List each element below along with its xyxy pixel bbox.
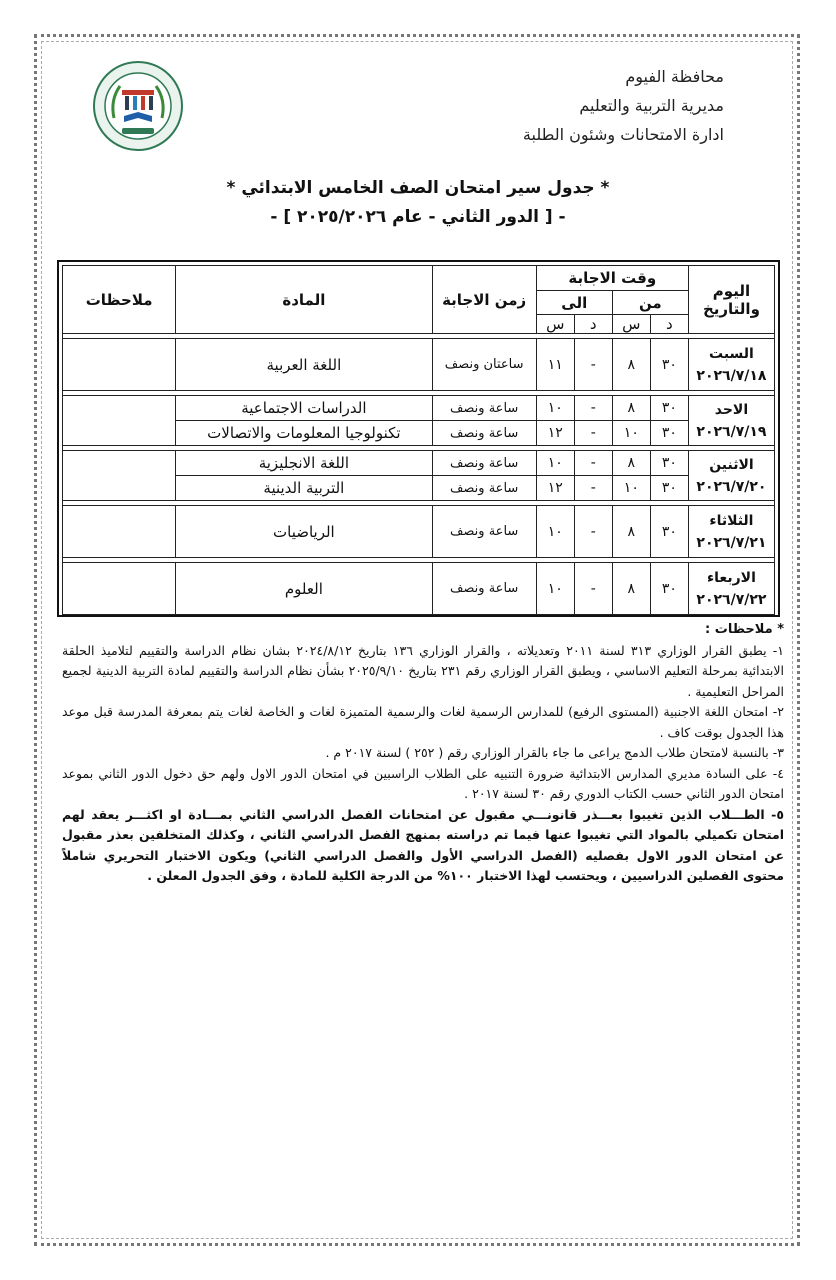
- to-hour: ١٢: [536, 421, 574, 446]
- header-answer-time: وقت الاجابة: [536, 266, 688, 291]
- from-hour: ٨: [612, 396, 650, 421]
- notes-heading: * ملاحظات :: [705, 622, 784, 637]
- from-hour: ١٠: [612, 421, 650, 446]
- duration: ساعة ونصف: [432, 563, 536, 615]
- day-date-cell: [688, 396, 774, 446]
- notes-cell: [63, 506, 176, 558]
- duration: ساعة ونصف: [432, 421, 536, 446]
- exam-date: ٢٠٢٦/٧/١٨: [696, 367, 767, 384]
- subject: تكنولوجيا المعلومات والاتصالات: [176, 421, 432, 446]
- notes-section: [62, 620, 784, 887]
- subject: اللغة العربية: [176, 339, 432, 391]
- day-name: الاربعاء: [707, 569, 756, 586]
- exam-date: ٢٠٢٦/٧/٢١: [696, 534, 767, 551]
- subject: الرياضيات: [176, 506, 432, 558]
- duration: ساعة ونصف: [432, 396, 536, 421]
- from-hour: ١٠: [612, 476, 650, 501]
- subject: التربية الدينية: [176, 476, 432, 501]
- day-date-cell: [688, 339, 774, 391]
- to-minute: -: [574, 563, 612, 615]
- note-item-4: ٤- على السادة مديري المدارس الابتدائية ضرورة التنبيه على الطلاب الراسبين في امتحان الدور الاول ولهم حق دخول الدور الثاني بموعد امتحان الدور الثاني حسب الكتاب الدوري رقم ٣٠ لسنة ٢٠١٧ .: [62, 765, 784, 801]
- table-row: [63, 563, 775, 615]
- header-from-min: د: [650, 315, 688, 334]
- to-hour: ١٢: [536, 476, 574, 501]
- duration: ساعة ونصف: [432, 506, 536, 558]
- exam-schedule-table: [62, 265, 775, 615]
- to-minute: -: [574, 421, 612, 446]
- to-hour: ١٠: [536, 506, 574, 558]
- day-date-cell: [688, 506, 774, 558]
- from-hour: ٨: [612, 339, 650, 391]
- exam-date: ٢٠٢٦/٧/٢٠: [696, 478, 767, 495]
- header-to: الى: [536, 291, 612, 315]
- department-line: ادارة الامتحانات وشئون الطلبة: [522, 125, 724, 144]
- exam-date: ٢٠٢٦/٧/٢٢: [696, 591, 767, 608]
- day-date-cell: [688, 451, 774, 501]
- note-item-3: ٣- بالنسبة لامتحان طلاب الدمج يراعى ما جاء بالقرار الوزاري رقم ( ٢٥٢ ) لسنة ٢٠١٧ م .: [325, 745, 784, 760]
- day-name: الثلاثاء: [709, 512, 754, 529]
- from-minute: ٣٠: [650, 506, 688, 558]
- page-subtitle: - [ الدور الثاني - عام ٢٠٢٥/٢٠٢٦ ] -: [270, 207, 566, 227]
- header-from-hour: س: [612, 315, 650, 334]
- to-minute: -: [574, 339, 612, 391]
- day-date-cell: [688, 563, 774, 615]
- duration: ساعة ونصف: [432, 476, 536, 501]
- to-minute: -: [574, 476, 612, 501]
- to-minute: -: [574, 396, 612, 421]
- day-name: الاحد: [714, 401, 749, 418]
- governorate-line: محافظة الفيوم: [625, 67, 724, 86]
- note-item-1: ١- يطبق القرار الوزاري ٣١٣ لسنة ٢٠١١ وتعديلاته ، والقرار الوزاري ١٣٦ بتاريخ ٢٠٢٤/٨/١٢ بشان نظام الدراسة والتقييم لتلاميذ الحلقة الابتدائية بمرحلة التعليم الاساسي ، ويطبق القرار الوزاري رقم ٢٣١ بتاريخ ٢٠٢٥/٩/١٠ بشأن نظام الدراسة والتقييم لمادة التربية الدينية لجميع المراحل التعليمية .: [62, 642, 785, 699]
- table-row: [63, 451, 775, 476]
- header-duration: زمن الاجابة: [432, 266, 536, 334]
- duration: ساعتان ونصف: [432, 339, 536, 391]
- header-notes: ملاحظات: [63, 266, 176, 334]
- from-minute: ٣٠: [650, 396, 688, 421]
- to-hour: ١١: [536, 339, 574, 391]
- header-to-hour: س: [536, 315, 574, 334]
- table-row: [63, 339, 775, 391]
- table-row: [63, 396, 775, 421]
- to-hour: ١٠: [536, 451, 574, 476]
- header-day-date: اليوم والتاريخ: [688, 266, 774, 334]
- note-item-2: ٢- امتحان اللغة الاجنبية (المستوى الرفيع) للمدارس الرسمية لغات والرسمية المتميزة لغات و الخاصة لغات يتم بمعرفة المدرسة قبل موعد هذا الجدول بوقت كاف .: [62, 704, 784, 740]
- from-minute: ٣٠: [650, 563, 688, 615]
- subject: الدراسات الاجتماعية: [176, 396, 432, 421]
- from-minute: ٣٠: [650, 421, 688, 446]
- notes-cell: [63, 396, 176, 446]
- header-to-min: د: [574, 315, 612, 334]
- notes-cell: [63, 563, 176, 615]
- to-hour: ١٠: [536, 563, 574, 615]
- from-hour: ٨: [612, 563, 650, 615]
- page-title: * جدول سير امتحان الصف الخامس الابتدائي *: [226, 178, 610, 198]
- from-hour: ٨: [612, 451, 650, 476]
- subject: اللغة الانجليزية: [176, 451, 432, 476]
- exam-schedule-table-frame: [57, 260, 780, 617]
- from-minute: ٣٠: [650, 476, 688, 501]
- day-name: الاثنين: [709, 456, 754, 473]
- directorate-line: مديرية التربية والتعليم: [579, 96, 724, 115]
- from-minute: ٣٠: [650, 339, 688, 391]
- duration: ساعة ونصف: [432, 451, 536, 476]
- letterhead: [523, 62, 724, 149]
- header-subject: المادة: [176, 266, 432, 334]
- subject: العلوم: [176, 563, 432, 615]
- notes-cell: [63, 451, 176, 501]
- table-row: [63, 506, 775, 558]
- header-from: من: [612, 291, 688, 315]
- to-minute: -: [574, 451, 612, 476]
- note-item-5: ٥- الطـــلاب الذين تغيبوا بعـــذر قانونـــي مقبول عن امتحانات الفصل الدراسي الثاني بمـــادة او اكثـــر يعقد لهم امتحان تكميلي بالمواد التي تغيبوا عنها فيما تم دراسته بمنهج الفصل الدراسي الثاني ، وكذلك المتخلفين بعذر مقبول عن امتحان الدور الاول بفصليه (الفصل الدراسي الأول والفصل الدراسي الثاني) ويكون الاختبار التحريري شاملاً محتوى الفصلين الدراسيين ، ويحتسب لهذا الاختبار ١٠٠% من الدرجة الكلية للمادة ، وفق الجدول المعلن .: [62, 806, 784, 883]
- day-name: السبت: [709, 345, 754, 362]
- notes-cell: [63, 339, 176, 391]
- to-hour: ١٠: [536, 396, 574, 421]
- education-directorate-logo: [92, 60, 184, 152]
- from-minute: ٣٠: [650, 451, 688, 476]
- from-hour: ٨: [612, 506, 650, 558]
- to-minute: -: [574, 506, 612, 558]
- exam-date: ٢٠٢٦/٧/١٩: [696, 423, 767, 440]
